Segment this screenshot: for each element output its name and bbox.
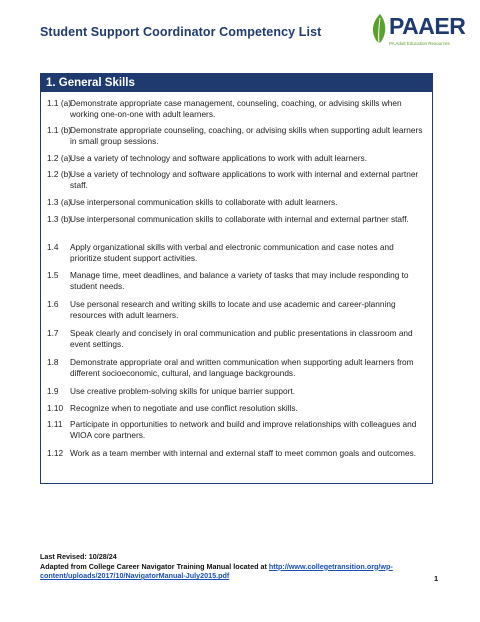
general-skills-section <box>40 73 433 484</box>
list-item <box>47 299 427 321</box>
list-item <box>47 448 427 459</box>
paaer-logo <box>370 12 470 50</box>
list-item <box>47 214 427 225</box>
leaf-icon <box>370 12 390 46</box>
item-text: Demonstrate appropriate oral and written communication when supporting adult learners from different socioeconomic, cultural, and language backgrounds. <box>70 357 414 378</box>
item-number: 1.4 <box>47 242 59 252</box>
item-number: 1.1 (b) <box>47 125 71 135</box>
item-number: 1.5 <box>47 270 59 280</box>
document-title: Student Support Coordinator Competency List <box>40 25 322 39</box>
item-number: 1.9 <box>47 386 59 396</box>
item-text: Speak clearly and concisely in oral communication and public presentations in classroom and event settings. <box>70 328 413 349</box>
list-item <box>47 197 427 208</box>
item-number: 1.8 <box>47 357 59 367</box>
item-number: 1.10 <box>47 403 64 413</box>
item-text: Demonstrate appropriate case management, counseling, coaching, or advising skills when working one-on-one with adult learners. <box>70 98 402 119</box>
list-item <box>47 357 427 379</box>
item-number: 1.1 (a) <box>47 98 71 108</box>
item-number: 1.12 <box>47 448 64 458</box>
item-text: Use a variety of technology and software applications to work with internal and external partner staff. <box>70 169 419 190</box>
list-item <box>47 328 427 350</box>
item-text: Use a variety of technology and software applications to work with adult learners. <box>70 153 367 163</box>
list-item <box>47 169 427 191</box>
list-item <box>47 242 427 264</box>
item-text: Use interpersonal communication skills to collaborate with adult learners. <box>70 197 338 207</box>
page-footer <box>40 552 450 581</box>
list-item <box>47 98 427 120</box>
item-number: 1.2 (b) <box>47 169 71 179</box>
item-number: 1.3 (b) <box>47 214 71 224</box>
list-item <box>47 403 427 414</box>
item-text: Use creative problem-solving skills for unique barrier support. <box>70 386 296 396</box>
list-item <box>47 270 427 292</box>
list-item <box>47 386 427 397</box>
item-text: Use personal research and writing skills to locate and use academic and career-planning resources with adult learners. <box>70 299 396 320</box>
logo-wordmark: PAAER <box>389 13 466 39</box>
item-text: Recognize when to negotiate and use conflict resolution skills. <box>70 403 298 413</box>
list-item <box>47 419 427 441</box>
item-number: 1.2 (a) <box>47 153 71 163</box>
list-item <box>47 125 427 147</box>
item-number: 1.7 <box>47 328 59 338</box>
source-attribution <box>40 562 450 581</box>
item-text: Demonstrate appropriate counseling, coaching, or advising skills when supporting adult learners in small group sessions. <box>70 125 423 146</box>
item-text: Apply organizational skills with verbal and electronic communication and case notes and prioritize student support activities. <box>70 242 394 263</box>
item-text: Manage time, meet deadlines, and balance a variety of tasks that may include responding to student needs. <box>70 270 409 291</box>
logo-tagline: PA Adult Education Resources <box>389 41 450 46</box>
item-number: 1.11 <box>47 419 63 429</box>
item-number: 1.3 (a) <box>47 197 71 207</box>
item-text: Participate in opportunities to network and build and improve relationships with colleagues and WIOA core partners. <box>70 419 417 440</box>
item-number: 1.6 <box>47 299 59 309</box>
last-revised: Last Revised: 10/28/24 <box>40 552 117 561</box>
item-text: Work as a team member with internal and external staff to meet common goals and outcomes. <box>70 448 417 458</box>
section-header: 1. General Skills <box>41 74 432 92</box>
page-number: 1 <box>434 574 439 583</box>
list-item <box>47 153 427 164</box>
adapted-from-text: Adapted from College Career Navigator Training Manual located at <box>40 561 269 571</box>
item-text: Use interpersonal communication skills to collaborate with internal and external partner staff. <box>70 214 409 224</box>
source-link[interactable]: http://www.collegetransition.org/wp-content/uploads/2017/10/NavigatorManual-July2015.pdf <box>40 561 393 580</box>
